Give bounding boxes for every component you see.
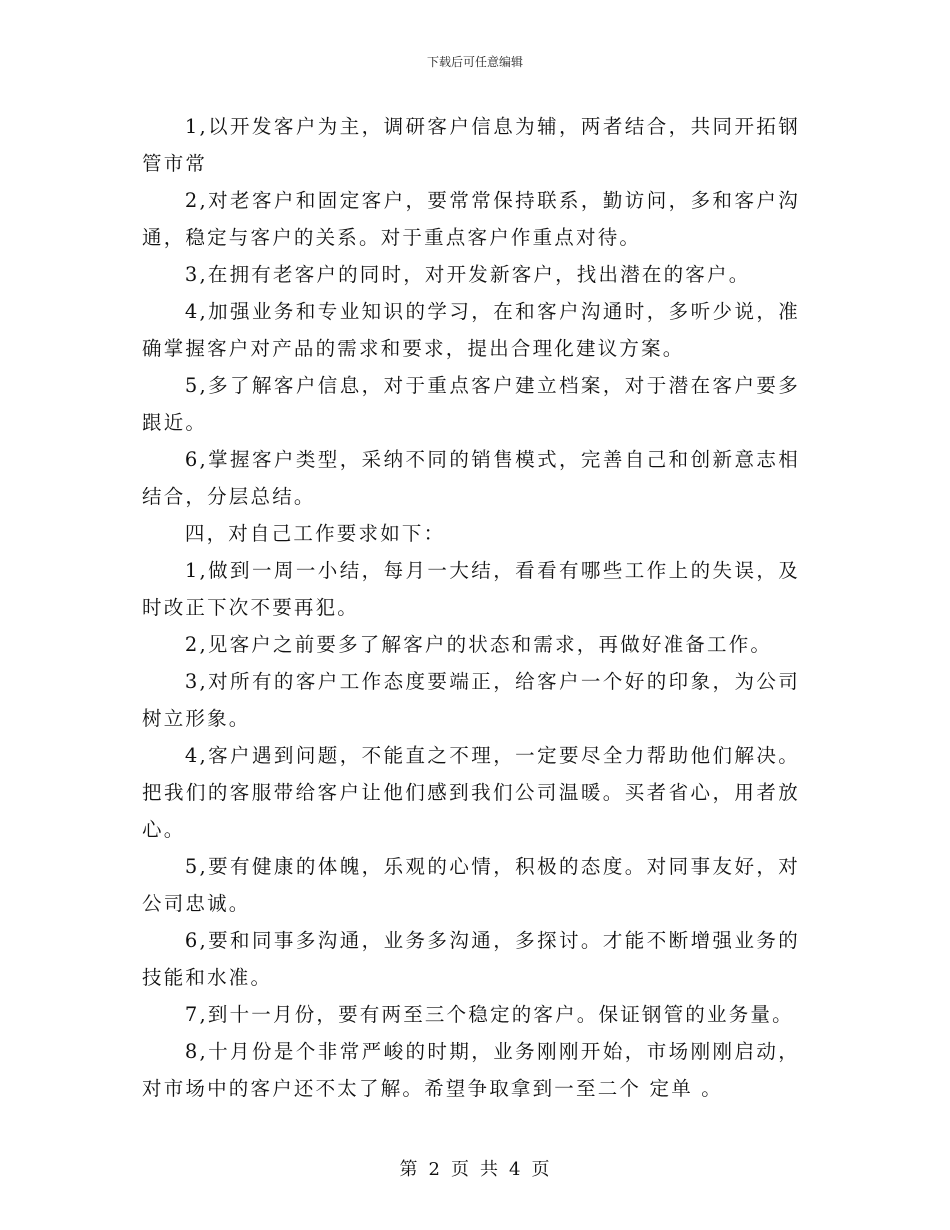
current-page-number: 2 (428, 1159, 441, 1180)
paragraph-6: 6,掌握客户类型，采纳不同的销售模式，完善自己和创新意志相结合，分层总结。 (142, 448, 800, 508)
footer-prefix: 第 (399, 1159, 419, 1180)
paragraph-7: 1,做到一周一小结，每月一大结，看看有哪些工作上的失误，及时改正下次不要再犯。 (142, 559, 800, 619)
paragraph-11: 5,要有健康的体魄，乐观的心情，积极的态度。对同事友好，对公司忠诚。 (142, 855, 800, 915)
paragraph-1: 1,以开发客户为主，调研客户信息为辅，两者结合，共同开拓钢管市常 (142, 115, 800, 175)
paragraph-8: 2,见客户之前要多了解客户的状态和需求，再做好准备工作。 (184, 633, 773, 656)
page-footer (0, 1155, 950, 1181)
paragraph-5: 5,多了解客户信息，对于重点客户建立档案，对于潜在客户要多跟近。 (142, 374, 800, 434)
paragraph-13: 7,到十一月份，要有两至三个稳定的客户。保证钢管的业务量。 (184, 1003, 794, 1026)
footer-suffix: 页 (531, 1159, 551, 1180)
section-heading-4: 四，对自己工作要求如下： (184, 522, 446, 545)
footer-total-word: 共 (480, 1159, 499, 1180)
paragraph-2: 2,对老客户和固定客户，要常常保持联系，勤访问，多和客户沟通，稳定与客户的关系。对于重点客户作重点对待。 (142, 189, 800, 249)
page-header: 下载后可任意编辑 (426, 55, 523, 69)
paragraph-4: 4,加强业务和专业知识的学习，在和客户沟通时，多听少说，准确掌握客户对产品的需求和要求，提出合理化建议方案。 (142, 300, 800, 360)
paragraph-12: 6,要和同事多沟通，业务多沟通，多探讨。才能不断增强业务的技能和水准。 (142, 929, 800, 989)
paragraph-3: 3,在拥有老客户的同时，对开发新客户，找出潜在的客户。 (184, 263, 751, 286)
paragraph-9: 3,对所有的客户工作态度要端正，给客户一个好的印象，为公司树立形象。 (142, 670, 800, 730)
document-body (142, 108, 800, 1107)
total-page-number: 4 (509, 1159, 522, 1180)
footer-page-word: 页 (451, 1159, 470, 1180)
paragraph-14: 8,十月份是个非常严峻的时期，业务刚刚开始，市场刚刚启动，对市场中的客户还不太了解。希望争取拿到一至二个 定单 。 (142, 1040, 800, 1100)
paragraph-10: 4,客户遇到问题，不能直之不理，一定要尽全力帮助他们解决。把我们的客服带给客户让他们感到我们公司温暖。买者省心，用者放心。 (142, 744, 800, 841)
